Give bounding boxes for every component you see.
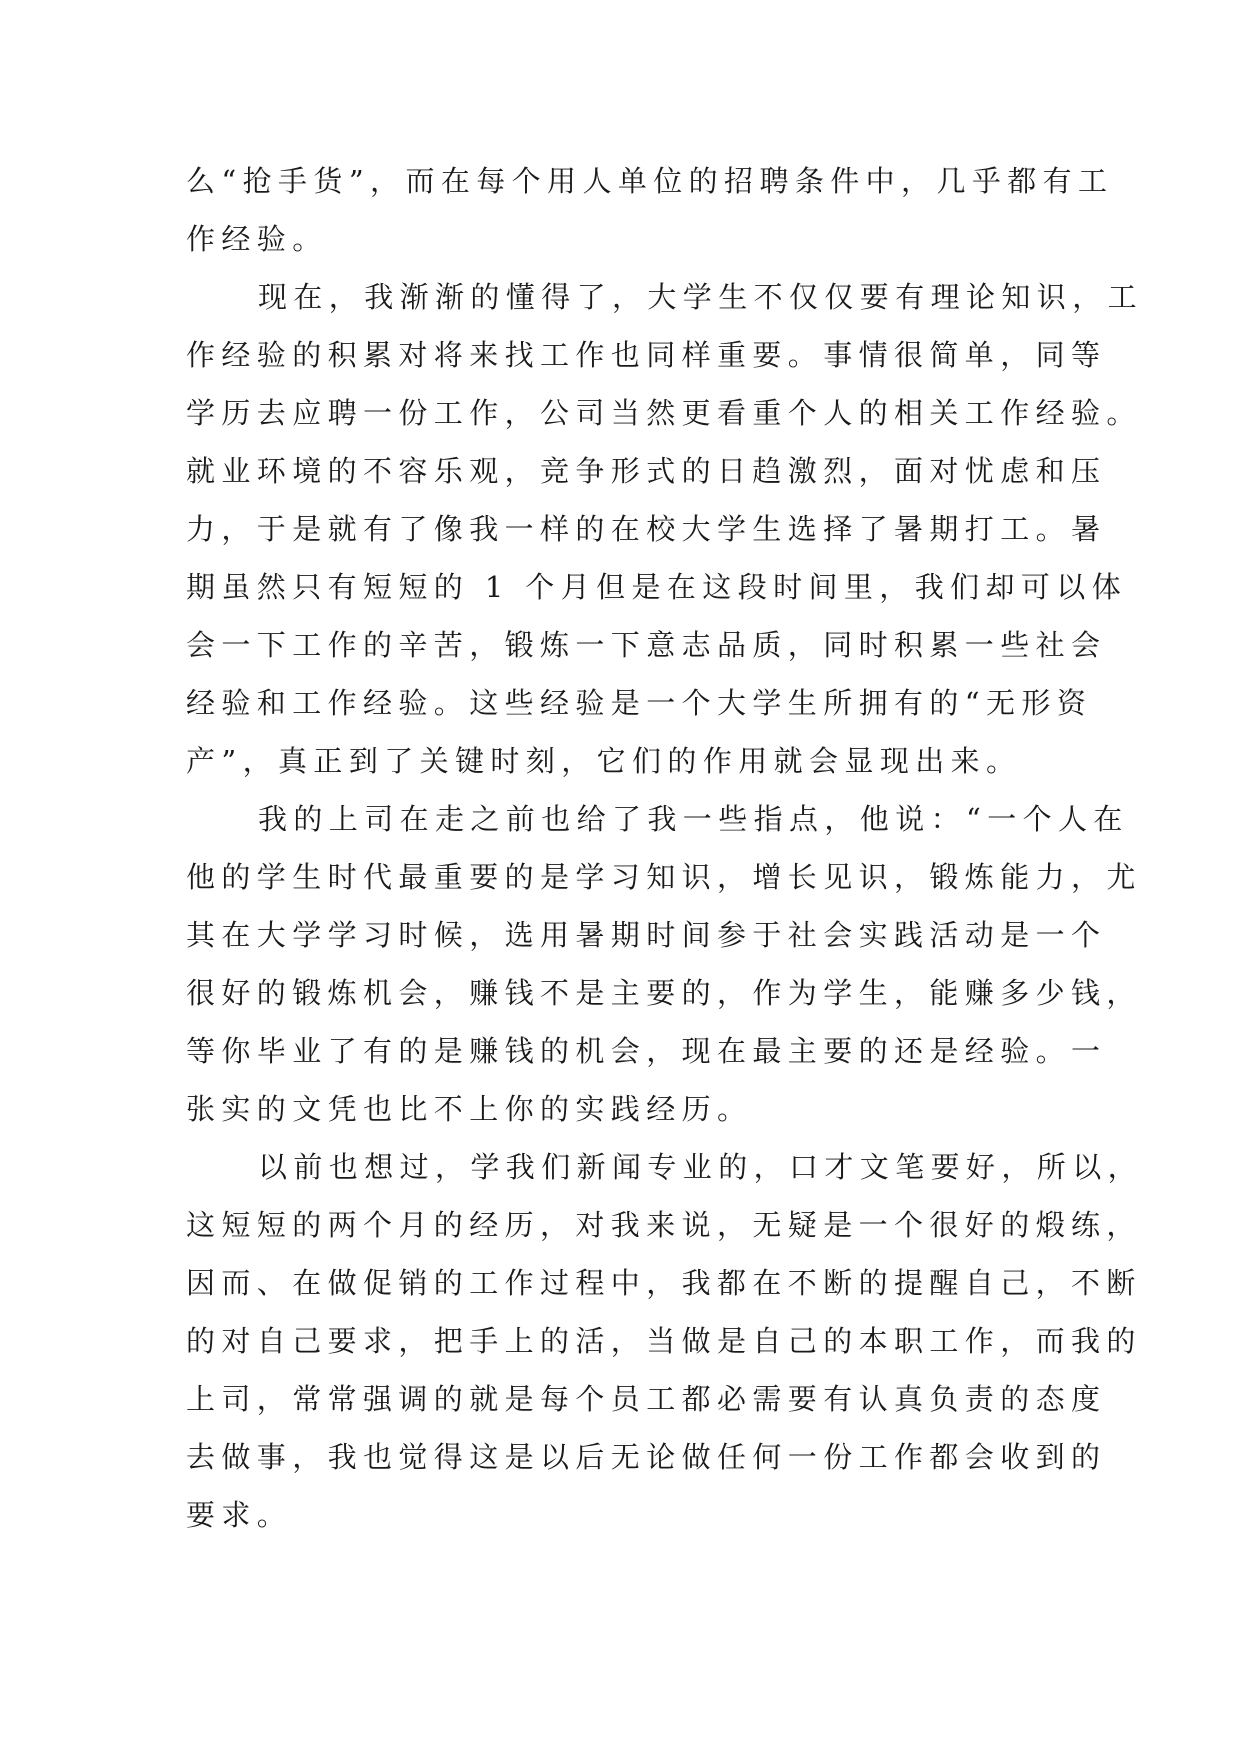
text-line: 学历去应聘一份工作，公司当然更看重个人的相关工作经验。	[186, 396, 1142, 430]
text-line: 作经验。	[186, 222, 328, 256]
text-line: 会一下工作的辛苦，锻炼一下意志品质，同时积累一些社会	[186, 628, 1107, 662]
text-line: 他的学生时代最重要的是学习知识，增长见识，锻炼能力，尤	[186, 860, 1142, 894]
text-line: 作经验的积累对将来找工作也同样重要。事情很简单，同等	[186, 338, 1107, 372]
text-line: 的对自己要求，把手上的活，当做是自己的本职工作，而我的	[186, 1324, 1142, 1358]
text-line: 就业环境的不容乐观，竞争形式的日趋激烈，面对忧虑和压	[186, 454, 1107, 488]
text-line: 期虽然只有短短的 1 个月但是在这段时间里，我们却可以体	[186, 570, 1128, 604]
text-line: 张实的文凭也比不上你的实践经历。	[186, 1092, 753, 1126]
text-line: 等你毕业了有的是赚钱的机会，现在最主要的还是经验。一	[186, 1034, 1107, 1068]
text-line: 很好的锻炼机会，赚钱不是主要的，作为学生，能赚多少钱，	[186, 976, 1142, 1010]
paragraph-first-line: 以前也想过，学我们新闻专业的，口才文笔要好，所以，	[258, 1150, 1144, 1184]
text-line: 经验和工作经验。这些经验是一个大学生所拥有的“无形资	[186, 686, 1093, 720]
text-line: 去做事，我也觉得这是以后无论做任何一份工作都会收到的	[186, 1440, 1107, 1474]
text-line: 其在大学学习时候，选用暑期时间参于社会实践活动是一个	[186, 918, 1107, 952]
text-line: 因而、在做促销的工作过程中，我都在不断的提醒自己，不断	[186, 1266, 1142, 1300]
text-line: 么“抢手货”，而在每个用人单位的招聘条件中，几乎都有工	[186, 164, 1114, 198]
text-line: 产”，真正到了关键时刻，它们的作用就会显现出来。	[186, 744, 1022, 778]
body-text	[186, 152, 1144, 1544]
paragraph-first-line: 现在，我渐渐的懂得了，大学生不仅仅要有理论知识，工	[258, 280, 1144, 314]
paragraph-first-line: 我的上司在走之前也给了我一些指点，他说：“一个人在	[258, 802, 1129, 836]
text-line: 这短短的两个月的经历，对我来说，无疑是一个很好的煅练，	[186, 1208, 1142, 1242]
text-line: 上司，常常强调的就是每个员工都必需要有认真负责的态度	[186, 1382, 1107, 1416]
text-line: 要求。	[186, 1498, 293, 1532]
text-line: 力，于是就有了像我一样的在校大学生选择了暑期打工。暑	[186, 512, 1107, 546]
